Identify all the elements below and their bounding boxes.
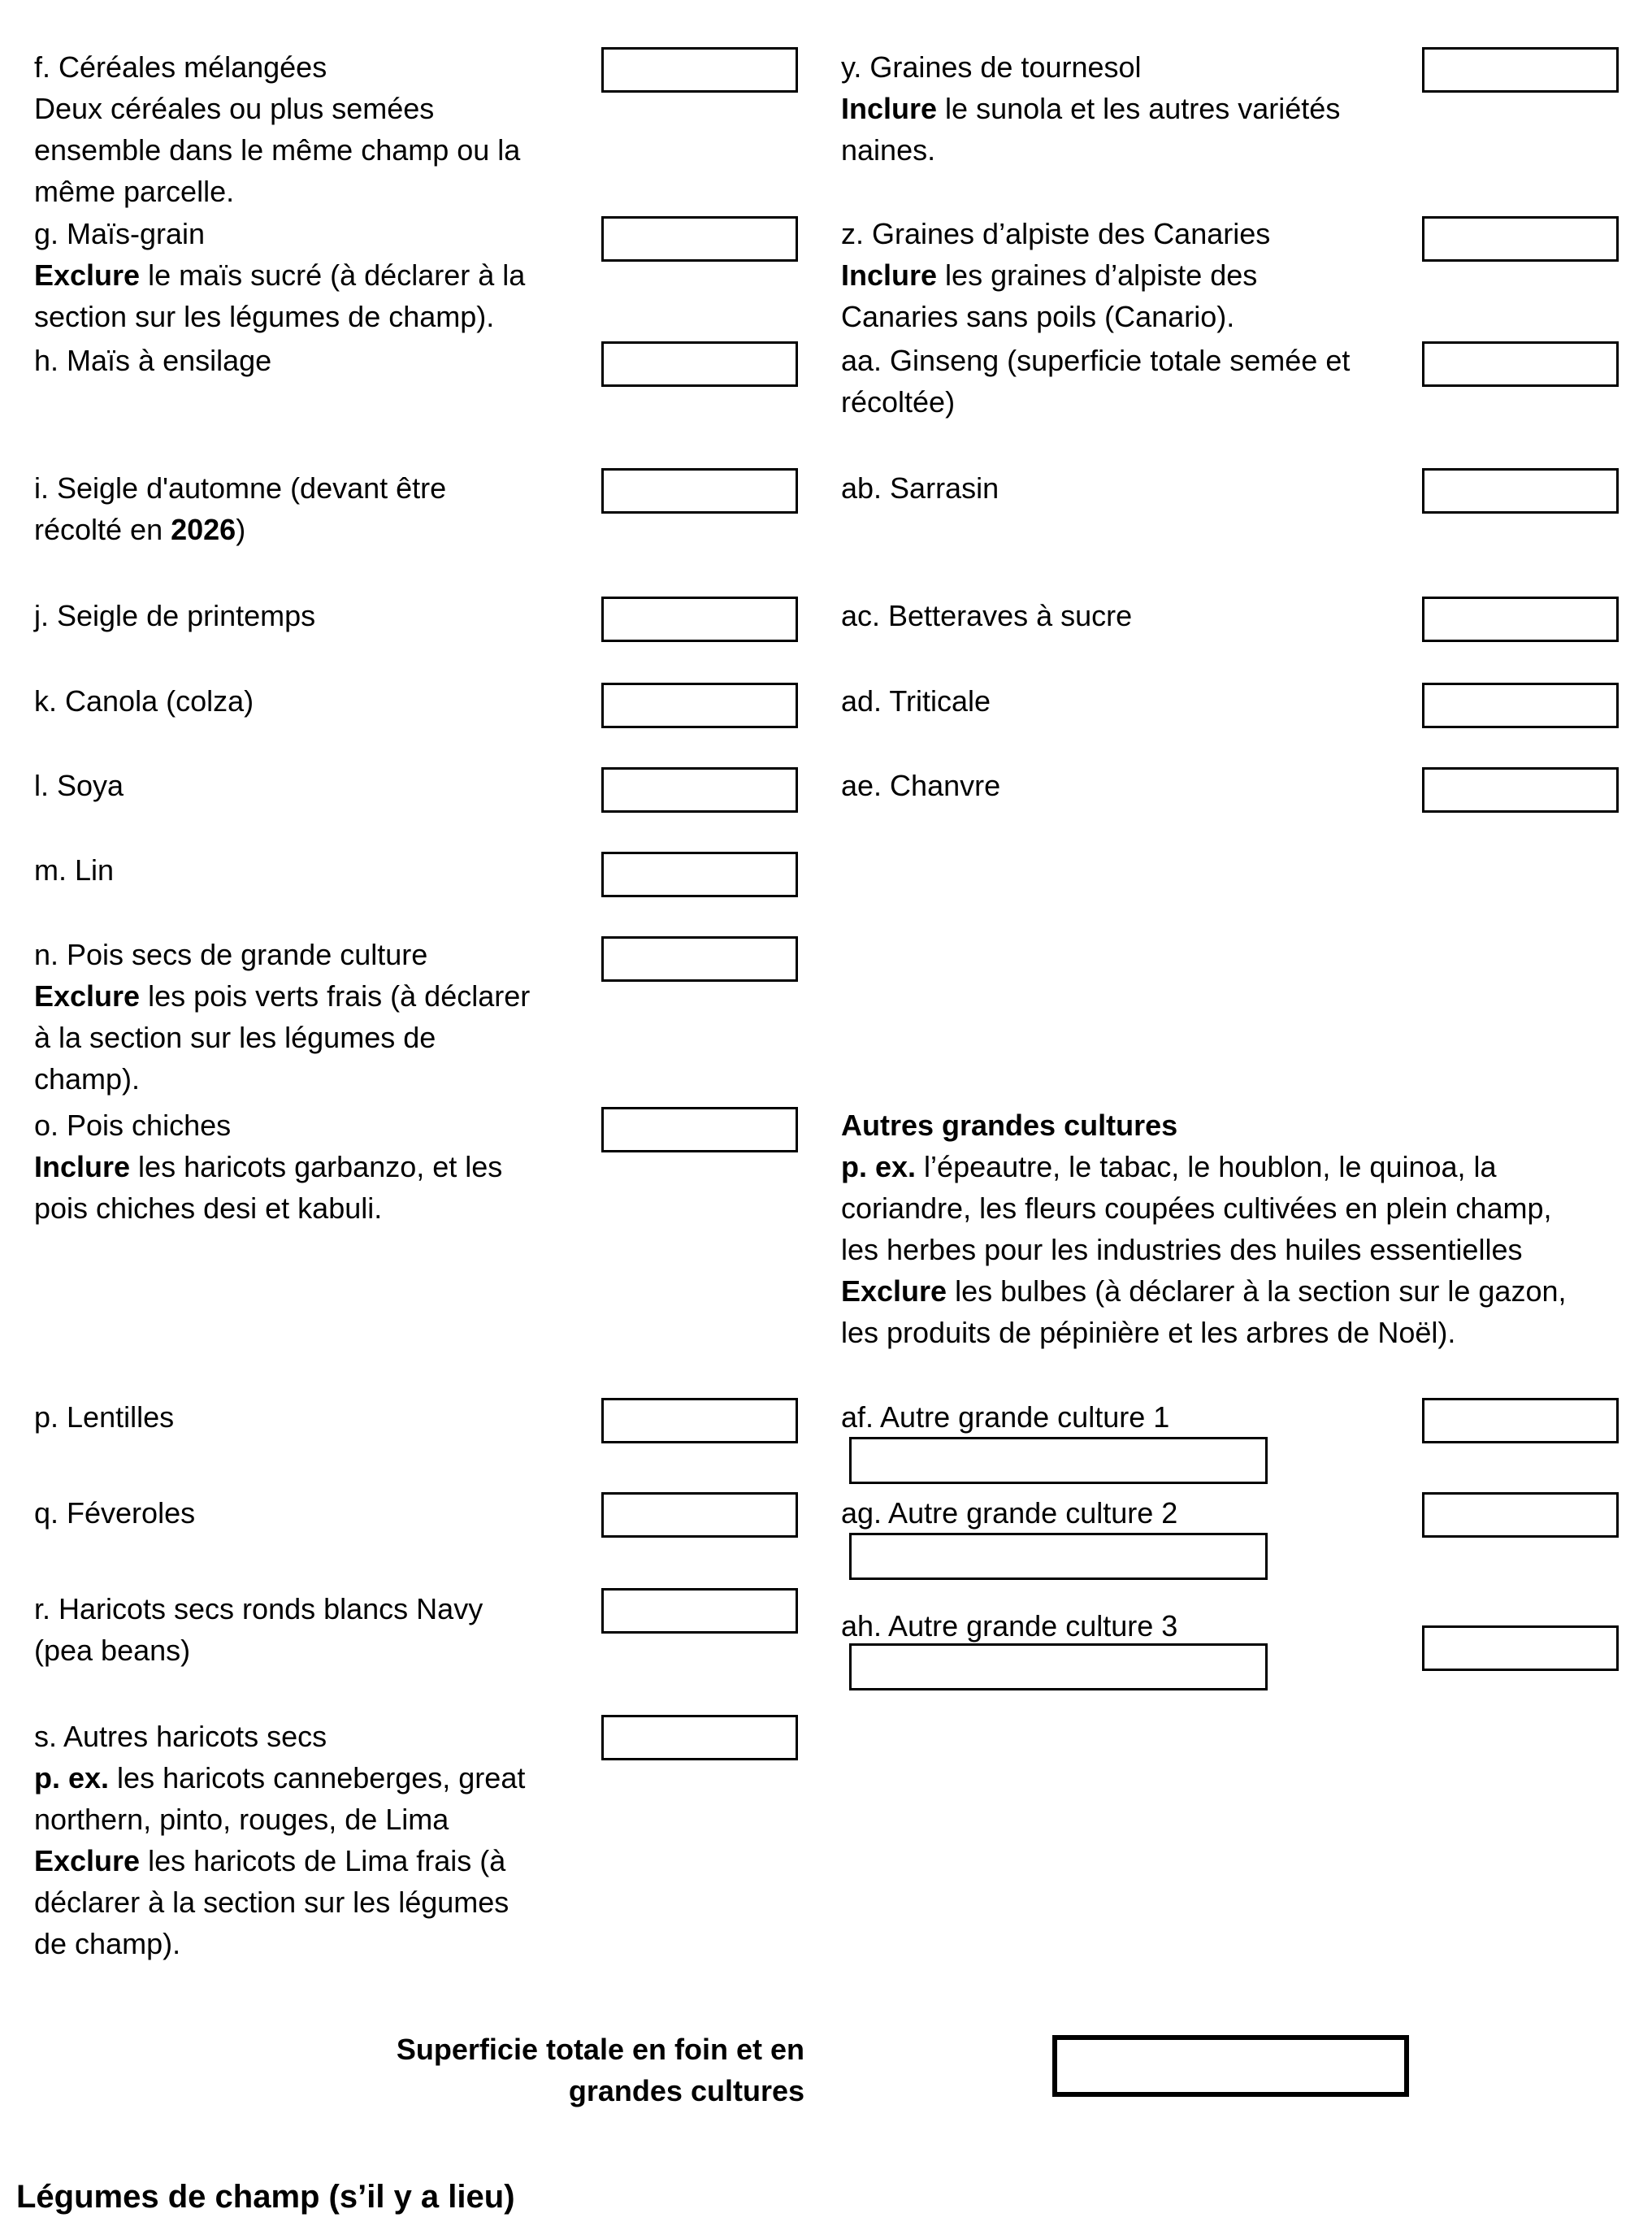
example-keyword: p. ex. — [34, 1761, 110, 1795]
item-i-year: 2026 — [171, 513, 236, 546]
item-aa-title-2: récoltée) — [841, 385, 956, 419]
item-y-note-1 — [841, 88, 1340, 129]
total-label-1: Superficie totale en foin et en — [396, 2033, 804, 2066]
other-crops-note-4 — [841, 1270, 1567, 1312]
item-q-input-box[interactable] — [601, 1492, 798, 1538]
item-p-input-box[interactable] — [601, 1398, 798, 1443]
item-y-input[interactable] — [1424, 50, 1616, 90]
item-s-note-2: northern, pinto, rouges, de Lima — [34, 1803, 449, 1836]
other-crops-note-5: les produits de pépinière et les arbres de Noël). — [841, 1316, 1456, 1349]
item-r-title-2: (pea beans) — [34, 1634, 191, 1667]
other-crops-note-text-4: les bulbes (à déclarer à la section sur le gazon, — [947, 1274, 1567, 1308]
include-keyword: Inclure — [841, 92, 938, 125]
item-af-name-input[interactable] — [852, 1439, 1265, 1482]
item-g-note-2: section sur les légumes de champ). — [34, 300, 495, 333]
item-k-input-box[interactable] — [601, 683, 798, 728]
item-y-title: y. Graines de tournesol — [841, 50, 1142, 84]
item-ad-input[interactable] — [1424, 685, 1616, 726]
other-crops-note-1 — [841, 1146, 1497, 1187]
item-ad-input-box[interactable] — [1422, 683, 1619, 728]
item-ag-area-input[interactable] — [1424, 1495, 1616, 1535]
item-h-input[interactable] — [604, 344, 796, 384]
item-y-note-text: le sunola et les autres variétés — [937, 92, 1341, 125]
item-o-input-box[interactable] — [601, 1107, 798, 1152]
item-z-note-1 — [841, 254, 1257, 296]
item-y-note-2: naines. — [841, 133, 936, 167]
other-crops-note-3: les herbes pour les industries des huiles essentielles — [841, 1233, 1523, 1266]
item-k-input[interactable] — [604, 685, 796, 726]
item-ac-input-box[interactable] — [1422, 597, 1619, 642]
exclude-keyword: Exclure — [34, 1844, 141, 1877]
item-af-name-box[interactable] — [849, 1437, 1268, 1484]
item-m-input-box[interactable] — [601, 852, 798, 897]
item-s-input[interactable] — [604, 1717, 796, 1758]
item-ag-name-input[interactable] — [852, 1535, 1265, 1578]
include-keyword: Inclure — [841, 258, 938, 292]
item-r-input[interactable] — [604, 1591, 796, 1631]
item-f-input[interactable] — [604, 50, 796, 90]
item-s-note-4: déclarer à la section sur les légumes — [34, 1886, 509, 1919]
item-ah-name-box[interactable] — [849, 1643, 1268, 1690]
item-i-title: i. Seigle d'automne (devant être — [34, 471, 447, 505]
item-i-title-2 — [34, 509, 245, 550]
item-f-desc-2: ensemble dans le même champ ou la — [34, 133, 521, 167]
item-ab-input[interactable] — [1424, 471, 1616, 511]
item-o-note-text: les haricots garbanzo, et les — [130, 1150, 503, 1183]
item-j-input[interactable] — [604, 599, 796, 640]
item-o-input[interactable] — [604, 1109, 796, 1150]
item-ah-name-input[interactable] — [852, 1646, 1265, 1688]
item-ag-name-box[interactable] — [849, 1533, 1268, 1580]
item-l-input[interactable] — [604, 770, 796, 810]
item-ab-input-box[interactable] — [1422, 468, 1619, 514]
include-keyword: Inclure — [34, 1150, 131, 1183]
item-i-text-a: récolté en — [34, 513, 171, 546]
item-j-title: j. Seigle de printemps — [34, 599, 316, 632]
item-g-input[interactable] — [604, 219, 796, 259]
item-g-title: g. Maïs-grain — [34, 217, 206, 250]
item-ae-input-box[interactable] — [1422, 767, 1619, 813]
item-s-title: s. Autres haricots secs — [34, 1720, 327, 1753]
item-ae-title: ae. Chanvre — [841, 769, 1001, 802]
item-z-input[interactable] — [1424, 219, 1616, 259]
item-s-note-5: de champ). — [34, 1927, 181, 1960]
item-o-note-2: pois chiches desi et kabuli. — [34, 1191, 383, 1225]
item-h-title: h. Maïs à ensilage — [34, 344, 272, 377]
item-j-input-box[interactable] — [601, 597, 798, 642]
total-area-box[interactable] — [1052, 2035, 1409, 2097]
item-ah-area-box[interactable] — [1422, 1625, 1619, 1671]
item-h-input-box[interactable] — [601, 341, 798, 387]
item-ab-title: ab. Sarrasin — [841, 471, 999, 505]
item-z-input-box[interactable] — [1422, 216, 1619, 262]
exclude-keyword: Exclure — [34, 979, 141, 1013]
item-n-note-2: à la section sur les légumes de — [34, 1021, 436, 1054]
item-n-note-text: les pois verts frais (à déclarer — [140, 979, 531, 1013]
item-n-input[interactable] — [604, 939, 796, 979]
item-ac-input[interactable] — [1424, 599, 1616, 640]
item-f-desc-3: même parcelle. — [34, 175, 235, 208]
item-r-title: r. Haricots secs ronds blancs Navy — [34, 1592, 483, 1625]
item-o-note-1 — [34, 1146, 502, 1187]
exclude-keyword: Exclure — [841, 1274, 947, 1308]
item-z-title: z. Graines d’alpiste des Canaries — [841, 217, 1271, 250]
item-s-note-3 — [34, 1840, 505, 1881]
item-z-note-text: les graines d’alpiste des — [937, 258, 1258, 292]
item-m-input[interactable] — [604, 854, 796, 895]
item-ad-title: ad. Triticale — [841, 684, 991, 718]
item-n-note-3: champ). — [34, 1062, 141, 1096]
item-i-input[interactable] — [604, 471, 796, 511]
item-ah-area-input[interactable] — [1424, 1628, 1616, 1669]
field-vegetables-heading: Légumes de champ (s’il y a lieu) — [16, 2179, 515, 2215]
item-p-input[interactable] — [604, 1400, 796, 1441]
item-n-note-1 — [34, 975, 530, 1017]
item-l-input-box[interactable] — [601, 767, 798, 813]
item-aa-input-box[interactable] — [1422, 341, 1619, 387]
item-z-note-2: Canaries sans poils (Canario). — [841, 300, 1235, 333]
item-aa-input[interactable] — [1424, 344, 1616, 384]
exclude-keyword: Exclure — [34, 258, 141, 292]
item-l-title: l. Soya — [34, 769, 124, 802]
item-f-desc-1: Deux céréales ou plus semées — [34, 92, 435, 125]
item-i-input-box[interactable] — [601, 468, 798, 514]
item-i-text-b: ) — [236, 513, 246, 546]
item-af-title: af. Autre grande culture 1 — [841, 1400, 1170, 1434]
item-s-input-box[interactable] — [601, 1715, 798, 1760]
other-crops-note-2: coriandre, les fleurs coupées cultivées en plein champ, — [841, 1191, 1552, 1225]
item-p-title: p. Lentilles — [34, 1400, 175, 1434]
item-q-title: q. Féveroles — [34, 1496, 196, 1530]
item-f-input-box[interactable] — [601, 47, 798, 93]
item-ag-area-box[interactable] — [1422, 1492, 1619, 1538]
item-k-title: k. Canola (colza) — [34, 684, 254, 718]
item-m-title: m. Lin — [34, 853, 115, 887]
item-q-input[interactable] — [604, 1495, 796, 1535]
item-ah-title: ah. Autre grande culture 3 — [841, 1609, 1178, 1643]
total-area-input[interactable] — [1057, 2040, 1404, 2092]
item-ac-title: ac. Betteraves à sucre — [841, 599, 1133, 632]
item-g-note-text: le maïs sucré (à déclarer à la — [140, 258, 526, 292]
other-crops-heading: Autres grandes cultures — [841, 1109, 1178, 1142]
item-ag-title: ag. Autre grande culture 2 — [841, 1496, 1178, 1530]
item-s-note-text-3: les haricots de Lima frais (à — [140, 1844, 506, 1877]
item-af-area-input[interactable] — [1424, 1400, 1616, 1441]
item-aa-title: aa. Ginseng (superficie totale semée et — [841, 344, 1351, 377]
item-y-input-box[interactable] — [1422, 47, 1619, 93]
total-label-2: grandes cultures — [568, 2074, 804, 2107]
item-g-input-box[interactable] — [601, 216, 798, 262]
item-o-title: o. Pois chiches — [34, 1109, 232, 1142]
item-af-area-box[interactable] — [1422, 1398, 1619, 1443]
item-n-input-box[interactable] — [601, 936, 798, 982]
item-ae-input[interactable] — [1424, 770, 1616, 810]
item-s-note-text-1: les haricots canneberges, great — [109, 1761, 526, 1795]
other-crops-note-text-1: l’épeautre, le tabac, le houblon, le quinoa, la — [916, 1150, 1497, 1183]
item-g-note-1 — [34, 254, 525, 296]
item-r-input-box[interactable] — [601, 1588, 798, 1634]
item-f-title: f. Céréales mélangées — [34, 50, 327, 84]
item-n-title: n. Pois secs de grande culture — [34, 938, 428, 971]
example-keyword: p. ex. — [841, 1150, 917, 1183]
item-s-note-1 — [34, 1757, 525, 1799]
